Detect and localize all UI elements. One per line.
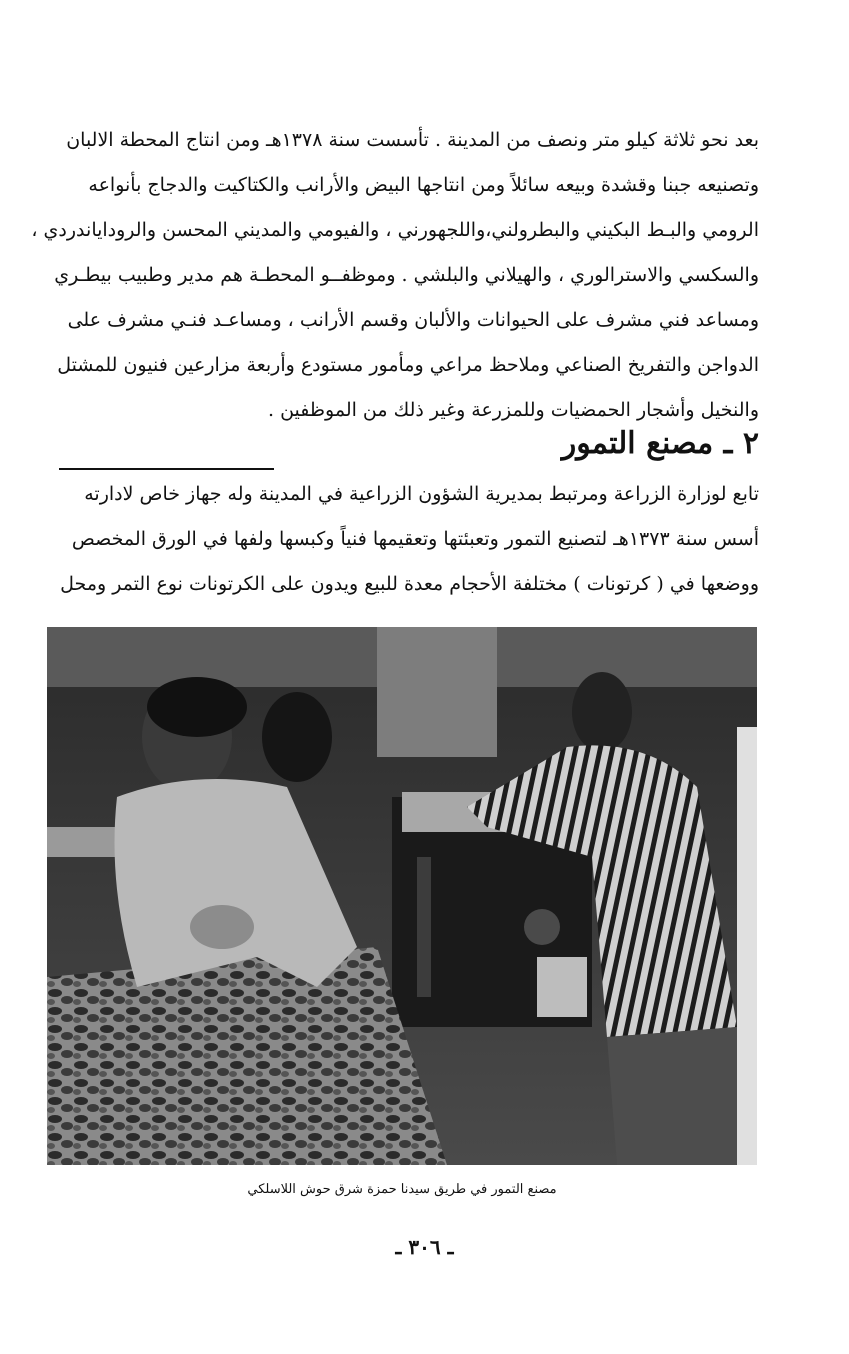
window-light (377, 627, 497, 757)
factory-photo-illustration (47, 627, 757, 1165)
paragraph-line: وتصنيعه جبنا وقشدة وبيعه سائلاً ومن انتاجها البيض والأرانب والكتاكيت والدجاج بأنواعه (88, 174, 759, 196)
page-number: ـ ٣٠٦ ـ (395, 1235, 454, 1259)
door-frame-light (737, 727, 757, 1165)
worker-left-hair (147, 677, 247, 737)
machine-box (537, 957, 587, 1017)
background-worker (262, 692, 332, 782)
worker-right-head (572, 672, 632, 752)
paragraph-line: بعد نحو ثلاثة كيلو متر ونصف من المدينة . تأسست سنة ١٣٧٨هـ ومن انتاج المحطة الالبان (66, 129, 759, 151)
paragraph-line: الدواجن والتفريخ الصناعي وملاحظ مراعي ومأمور مستودع وأربعة مزارعين فنيون للمشتل (57, 354, 759, 376)
worker-left-hands (190, 905, 254, 949)
paragraph-line: ووضعها في ( كرتونات ) مختلفة الأحجام معدة للبيع ويدون على الكرتونات نوع التمر ومحل (60, 573, 759, 595)
worker-right-trousers (607, 1027, 747, 1165)
paragraph-line: الرومي والبـط البكيني والبطرولني،واللجهورني ، والفيومي والمديني المحسن والروداياندردي ، (31, 219, 759, 241)
paragraph-line: ومساعد فني مشرف على الحيوانات والألبان وقسم الأرانب ، ومساعـد فنـي مشرف على (67, 309, 759, 331)
section2-paragraph (60, 472, 759, 607)
dates-tray (47, 947, 447, 1165)
machine-wheel (524, 909, 560, 945)
photo-caption: مصنع التمور في طريق سيدنا حمزة شرق حوش اللاسلكي (247, 1182, 557, 1197)
paragraph-line: أسس سنة ١٣٧٣هـ لتصنيع التمور وتعبئتها وتعقيمها فنياً وكبسها ولفها في الورق المخصص (71, 528, 759, 550)
paragraph-line: والسكسي والاسترالوري ، والهيلاني والبلشي . وموظفــو المحطـة هم مدير وطبيب بيطـري (54, 264, 759, 286)
section-heading: ٢ ـ مصنع التمور (561, 426, 759, 461)
paragraph-line: والنخيل وأشجار الحمضيات وللمزرعة وغير ذلك من الموظفين . (268, 399, 759, 421)
paragraph-line: تابع لوزارة الزراعة ومرتبط بمديرية الشؤون الزراعية في المدينة وله جهاز خاص لادارته (84, 483, 759, 505)
machine-lever (417, 857, 431, 997)
factory-photo (47, 627, 757, 1165)
heading-underline (59, 468, 274, 470)
section1-paragraph (31, 118, 759, 433)
